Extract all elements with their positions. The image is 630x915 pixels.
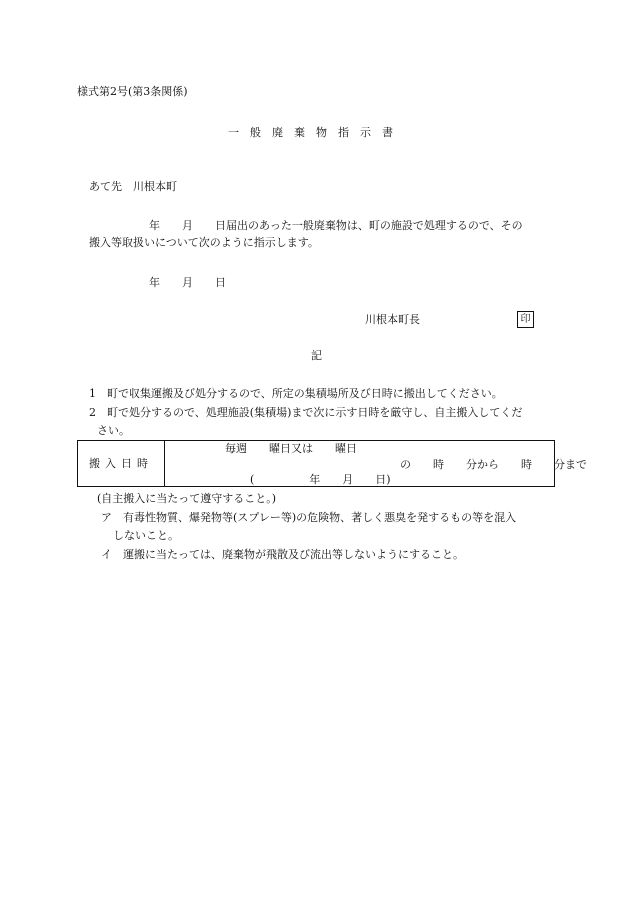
table-label: 搬入日時 xyxy=(78,441,165,487)
note-b: イ 運搬に当たっては、廃棄物が飛散及び流出等しないようにすること。 xyxy=(101,548,464,561)
item-1: 1 町で収集運搬及び処分するので、所定の集積場所及び日時に搬出してください。 xyxy=(89,387,503,400)
note-a-line-2: しないこと。 xyxy=(113,529,179,542)
item-2-line-2: さい。 xyxy=(97,424,130,437)
addressee: あて先 川根本町 xyxy=(89,180,177,193)
date-row: ( 年 月 日) xyxy=(250,473,391,486)
note-a-line-1: ア 有毒性物質、爆発物等(スプレー等)の危険物、著しく悪臭を発するもの等を混入 xyxy=(101,511,517,524)
delivery-schedule-table xyxy=(77,440,587,487)
weekly-row: 毎週 曜日又は 曜日 xyxy=(225,442,357,455)
time-row: の 時 分から 時 分まで xyxy=(400,458,587,471)
paragraph-line-2: 搬入等取扱いについて次のように指示します。 xyxy=(89,236,319,249)
note-heading: (自主搬入に当たって遵守すること。) xyxy=(97,492,277,505)
seal-box: 印 xyxy=(517,311,534,328)
form-number: 様式第2号(第3条関係) xyxy=(77,85,188,98)
item-2-line-1: 2 町で処分するので、処理施設(集積場)まで次に示す日時を厳守し、自主搬入してくだ xyxy=(89,406,523,419)
paragraph-line-1: 年 月 日届出のあった一般廃棄物は、町の施設で処理するので、その xyxy=(149,219,523,232)
table-value-cell xyxy=(165,441,587,487)
ki-heading: 記 xyxy=(311,349,322,362)
date-line: 年 月 日 xyxy=(149,276,226,289)
document-title: 一 般 廃 棄 物 指 示 書 xyxy=(228,126,393,139)
issuer-name: 川根本町長 xyxy=(365,313,420,326)
